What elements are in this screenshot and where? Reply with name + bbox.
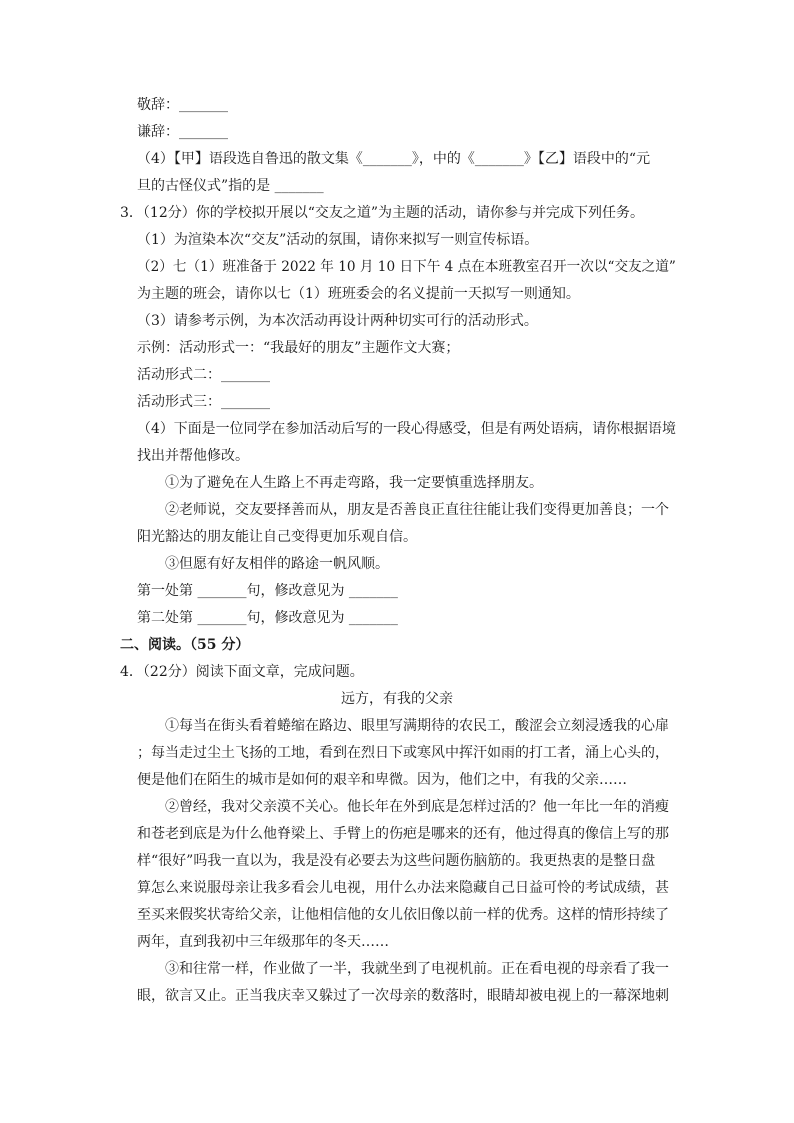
question-2-4-line-2: 旦的古怪仪式”指的是 _______ [137, 178, 324, 194]
paragraph-2-line-6: 两年，直到我初中三年级那年的冬天…… [137, 934, 389, 950]
paragraph-2-line-4: 算怎么来说服母亲让我多看会儿电视，用什么办法来隐藏自己日益可怜的考试成绩，甚 [137, 880, 669, 896]
question-3-2-line-2: 为主题的班会，请你以七（1）班班委会的名义提前一天拟写一则通知。 [137, 286, 580, 302]
section-reading-heading: 二、阅读。（55 分） [120, 637, 250, 653]
question-3-2-line-1: （2）七（1）班准备于 2022 年 10 月 10 日下午 4 点在本班教室召开一次以“交友之道” [137, 259, 676, 275]
first-error-line: 第一处第 _______句，修改意见为 _______ [137, 583, 398, 599]
paragraph-3-line-2: 眼，欲言又止。正当我庆幸又躲过了一次母亲的数落时，眼睛却被电视上的一幕深地刺 [137, 988, 669, 1004]
question-3-4-line-2: 找出并帮他修改。 [137, 448, 249, 464]
humble-word-line: 谦辞：_______ [137, 124, 228, 140]
activity-form-3: 活动形式三：_______ [137, 394, 270, 410]
activity-form-2: 活动形式二：_______ [137, 367, 270, 383]
example-line: 示例：活动形式一：“我最好的朋友”主题作文大赛； [137, 340, 460, 356]
question-3-heading: 3．（12分）你的学校拟开展以“交友之道”为主题的活动，请你参与并完成下列任务。 [120, 205, 645, 221]
paragraph-2-line-2: 和苍老到底是为什么他脊梁上、手臂上的伤疤是哪来的还有，他过得真的像信上写的那 [137, 826, 669, 842]
question-4-heading: 4．（22分）阅读下面文章，完成问题。 [120, 664, 364, 680]
question-3-3: （3）请参考示例，为本次活动再设计两种切实可行的活动形式。 [137, 313, 538, 329]
paragraph-1-line-3: 便是他们在陌生的城市是如何的艰辛和卑微。因为，他们之中，有我的父亲…… [137, 772, 627, 788]
honorific-line: 敬辞：_______ [137, 97, 228, 113]
second-error-line: 第二处第 _______句，修改意见为 _______ [137, 610, 398, 626]
sentence-2-line-2: 阳光豁达的朋友能让自己变得更加乐观自信。 [137, 529, 417, 545]
paragraph-3-line-1: ③和往常一样，作业做了一半，我就坐到了电视机前。正在看电视的母亲看了我一 [165, 961, 669, 977]
sentence-1: ①为了避免在人生路上不再走弯路，我一定要慎重选择朋友。 [165, 475, 543, 491]
paragraph-1-line-1: ①每当在街头看着蜷缩在路边、眼里写满期待的农民工，酸涩会立刻浸透我的心扉 [165, 718, 669, 734]
paragraph-2-line-1: ②曾经，我对父亲漠不关心。他长年在外到底是怎样过活的？他一年比一年的消瘦 [165, 799, 669, 815]
question-3-1: （1）为渲染本次“交友”活动的氛围，请你来拟写一则宣传标语。 [137, 232, 539, 248]
question-3-4-line-1: （4）下面是一位同学在参加活动后写的一段心得感受，但是有两处语病，请你根据语境 [137, 421, 676, 437]
article-title: 远方，有我的父亲 [341, 691, 453, 707]
paragraph-2-line-5: 至买来假奖状寄给父亲，让他相信他的女儿依旧像以前一样的优秀。这样的情形持续了 [137, 907, 669, 923]
sentence-2-line-1: ②老师说，交友要择善而从，朋友是否善良正直往往能让我们变得更加善良；一个 [165, 502, 669, 518]
sentence-3: ③但愿有好友相伴的路途一帆风顺。 [165, 556, 389, 572]
question-2-4-line-1: （4）【甲】语段选自鲁迅的散文集《_______》，中的《_______》【乙】语段中的“元 [137, 151, 651, 167]
paragraph-2-line-3: 样“很好”吗我一直以为，我是没有必要去为这些问题伤脑筋的。我更热衷的是整日盘 [137, 853, 656, 869]
paragraph-1-line-2: ；每当走过尘土飞扬的工地，看到在烈日下或寒风中挥汗如雨的打工者，涌上心头的， [137, 745, 669, 761]
